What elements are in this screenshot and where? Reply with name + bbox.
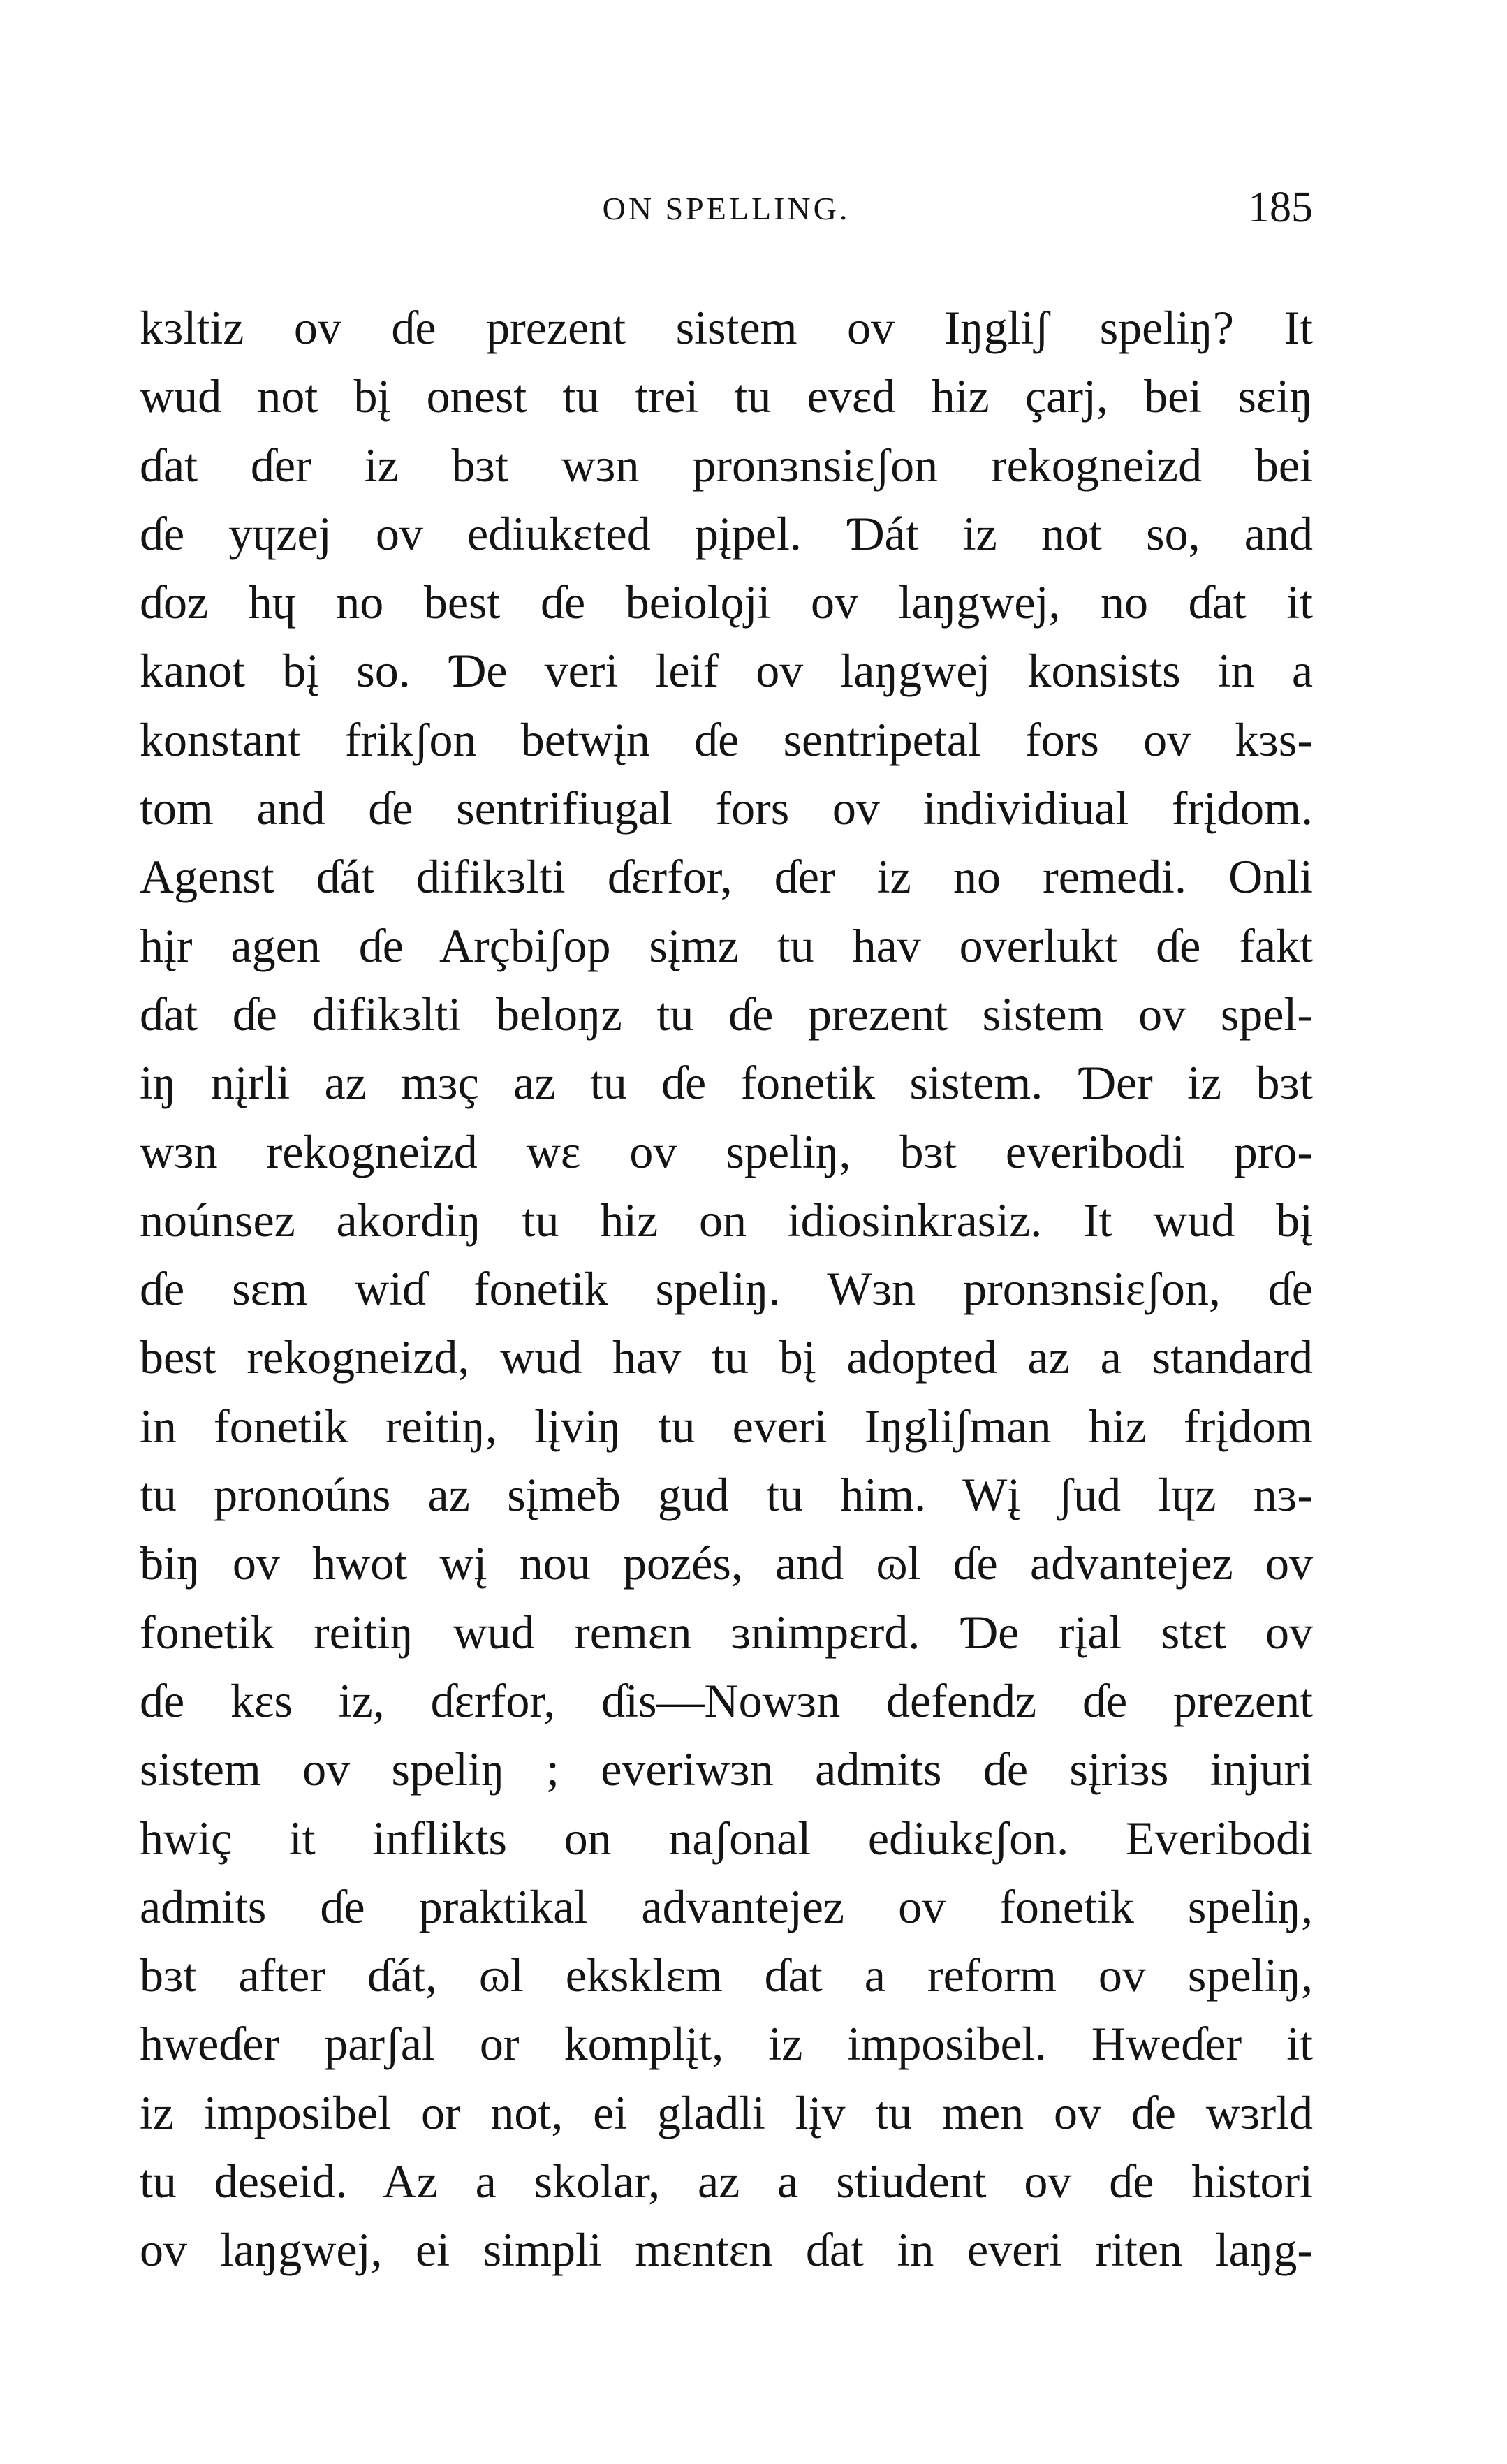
text-line: kɜltiz ov ɗe prezent sistem ov Iŋgliʃ speliŋ? It [140,301,1313,354]
text-line: ɗoz hɥ no best ɗe beiolǫji ov laŋgwej, no ɗat it [140,575,1313,629]
text-line: ɗat ɗe difikɜlti beloŋz tu ɗe prezent sistem ov spel- [140,987,1313,1041]
text-line: ɗat ɗer iz bɜt wɜn pronɜnsiɛʃon rekogneizd bei [140,438,1313,492]
text-line: iz imposibel or not, ei gladli lįv tu men ov ɗe wɜrld [140,2085,1313,2139]
text-line: bɜt after ɗát, ɷl eksklɛm ɗat a reform ov speliŋ, [140,1949,1313,2002]
text-line: wɜn rekogneizd wɛ ov speliŋ, bɜt everibodi pro- [140,1124,1313,1178]
text-line: tom and ɗe sentrifiugal fors ov individiual frįdom. [140,782,1313,835]
text-line: hįr agen ɗe Arçbiʃop sįmz tu hav overlukt ɗe fakt [140,918,1313,972]
text-line: kanot bį so. Ɗe veri leif ov laŋgwej konsists in a [140,644,1313,698]
text-line: tu pronoúns az sįmeƀ gud tu him. Wį ʃud lɥz nɜ- [140,1468,1313,1522]
text-line: iŋ nįrli az mɜç az tu ɗe fonetik sistem. Ɗer iz bɜt [140,1056,1313,1110]
running-title: ON SPELLING. [602,191,851,226]
text-line: fonetik reitiŋ wud remɛn ɜnimpɛrd. Ɗe rįal stɛt ov [140,1605,1313,1659]
text-line: wud not bį onest tu trei tu evɛd hiz çarj, bei sɛiŋ [140,369,1313,423]
text-line: Agenst ɗát difikɜlti ɗɛrfor, ɗer iz no remedi. Onli [140,850,1313,904]
running-head [140,183,1313,239]
text-line: ɗe yɥzej ov ediukɛted pįpel. Ɗát iz not so, and [140,506,1313,560]
text-line: hwiç it inflikts on naʃonal ediukɛʃon. Everibodi [140,1811,1313,1865]
page-number: 185 [1248,184,1313,231]
text-line: konstant frikʃon betwįn ɗe sentripetal fors ov kɜs- [140,712,1313,766]
text-line: best rekogneizd, wud hav tu bį adopted az a standard [140,1330,1313,1384]
text-line: admits ɗe praktikal advantejez ov fonetik speliŋ, [140,1879,1313,1933]
text-line: ɗe kɛs iz, ɗɛrfor, ɗis—Nowɜn defendz ɗe prezent [140,1673,1313,1727]
text-line: ɗe sɛm wiɗ fonetik speliŋ. Wɜn pronɜnsiɛʃon, ɗe [140,1262,1313,1316]
text-line: sistem ov speliŋ ; everiwɜn admits ɗe sįriɜs injuri [140,1743,1313,1796]
text-line: noúnsez akordiŋ tu hiz on idiosinkrasiz. It wud bį [140,1193,1313,1247]
text-line: ƀiŋ ov hwot wį nou pozés, and ɷl ɗe advantejez ov [140,1537,1313,1590]
body-text [140,293,1313,2285]
text-line: in fonetik reitiŋ, lįviŋ tu everi Iŋgliʃman hiz frįdom [140,1399,1313,1453]
text-line: hweɗer parʃal or komplįt, iz imposibel. Hweɗer it [140,2017,1313,2071]
text-line: ov laŋgwej, ei simpli mɛntɛn ɗat in everi riten laŋg- [140,2223,1313,2277]
text-line: tu deseid. Az a skolar, az a stiudent ov ɗe histori [140,2155,1313,2208]
